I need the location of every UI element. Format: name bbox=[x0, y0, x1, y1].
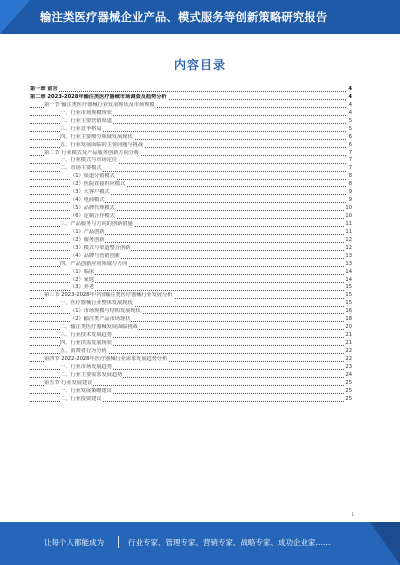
table-of-contents bbox=[30, 86, 352, 404]
toc-entry-page: 25 bbox=[345, 395, 352, 402]
toc-entry-page: 23 bbox=[345, 363, 352, 370]
toc-entry-page: 13 bbox=[345, 252, 352, 259]
toc-entry[interactable] bbox=[30, 165, 352, 173]
footer-slogan-left: 让每个人都能成为 bbox=[44, 538, 104, 547]
toc-entry-label: 第四节 2022-2028年医疗器械行业需求发展趋势分析 bbox=[44, 355, 168, 362]
toc-entry-label: 第五节 行业发展建议 bbox=[44, 379, 93, 386]
toc-entry[interactable] bbox=[30, 150, 352, 158]
footer-accent-triangle bbox=[370, 522, 400, 565]
toc-entry[interactable] bbox=[30, 94, 352, 102]
toc-entry-label: 二、行业主要营销渠道 bbox=[60, 117, 112, 124]
toc-entry-page: 8 bbox=[348, 181, 352, 188]
toc-entry-label: （5）品牌代理模式 bbox=[70, 205, 115, 212]
toc-entry[interactable] bbox=[30, 157, 352, 165]
toc-entry[interactable] bbox=[30, 396, 352, 404]
toc-entry[interactable] bbox=[30, 284, 352, 292]
toc-entry-page: 14 bbox=[345, 268, 352, 275]
header-accent-triangle bbox=[0, 0, 30, 34]
toc-entry-label: 二、市场主要模式 bbox=[60, 165, 102, 172]
toc-entry-label: 一、行业市场规模现状 bbox=[60, 109, 112, 116]
toc-entry[interactable] bbox=[30, 197, 352, 205]
toc-entry-label: （2）医院直接供应模式 bbox=[70, 181, 126, 188]
toc-entry[interactable] bbox=[30, 300, 352, 308]
toc-entry-label: 三、行业技术发展趋势 bbox=[60, 332, 112, 339]
toc-entry-label: （1）市场规模与结构发展现状 bbox=[70, 308, 141, 315]
toc-entry-label: 一、行业模式与市场定位 bbox=[60, 157, 118, 164]
toc-leader-dots bbox=[30, 91, 346, 92]
toc-entry[interactable] bbox=[30, 269, 352, 277]
toc-entry-page: 6 bbox=[348, 133, 352, 140]
toc-entry-page: 7 bbox=[348, 157, 352, 164]
toc-entry-page: 16 bbox=[345, 308, 352, 315]
toc-entry[interactable] bbox=[30, 213, 352, 221]
toc-entry[interactable] bbox=[30, 86, 352, 94]
toc-entry-page: 24 bbox=[345, 371, 352, 378]
footer-slogan-right: 行业专家、管理专家、营销专家、战略专家、成功企业家…… bbox=[128, 538, 331, 547]
toc-entry-label: 三、行业竞争格局 bbox=[60, 125, 102, 132]
toc-entry-label: （1）临床 bbox=[70, 268, 95, 275]
toc-entry-label: 二、输注类医疗器械发展面临挑战 bbox=[60, 324, 138, 331]
toc-entry-label: （2）服务创新 bbox=[70, 236, 105, 243]
toc-entry-label: 五、行业发展面临的主要问题与挑战 bbox=[60, 141, 144, 148]
toc-entry-label: 五、消费者行为分析 bbox=[60, 347, 107, 354]
toc-entry[interactable] bbox=[30, 102, 352, 110]
toc-entry[interactable] bbox=[30, 364, 352, 372]
toc-entry[interactable] bbox=[30, 340, 352, 348]
toc-entry-page: 15 bbox=[345, 292, 352, 299]
toc-entry-label: （4）电商模式 bbox=[70, 197, 105, 204]
toc-entry-page: 8 bbox=[348, 173, 352, 180]
toc-entry-label: 第二章 2023-2028年输注类医疗器械市场调查及趋势分析 bbox=[30, 93, 167, 100]
toc-entry-label: （2）输注类产品市场现状 bbox=[70, 316, 131, 323]
toc-entry[interactable] bbox=[30, 237, 352, 245]
toc-entry[interactable] bbox=[30, 173, 352, 181]
toc-entry-label: 三、产品服务与方向的创新措施 bbox=[60, 220, 133, 227]
toc-entry-label: 一、行业发展策略建议 bbox=[60, 387, 112, 394]
toc-entry[interactable] bbox=[30, 388, 352, 396]
toc-entry[interactable] bbox=[30, 261, 352, 269]
toc-entry-label: 第二节 行业模式及产品服务创新方向分析 bbox=[44, 149, 140, 156]
toc-entry-page: 7 bbox=[348, 149, 352, 156]
toc-entry[interactable] bbox=[30, 380, 352, 388]
toc-entry[interactable] bbox=[30, 245, 352, 253]
toc-entry[interactable] bbox=[30, 332, 352, 340]
toc-entry-page: 18 bbox=[345, 316, 352, 323]
toc-entry-label: 四、产品创新应用领域与方向 bbox=[60, 260, 128, 267]
toc-entry-label: 四、行业主要细分领域发展现状 bbox=[60, 133, 133, 140]
toc-entry-label: 第一节 输注类医疗器械行业发展现状及市场规模 bbox=[44, 101, 155, 108]
toc-entry-page: 13 bbox=[345, 260, 352, 267]
toc-entry[interactable] bbox=[30, 126, 352, 134]
toc-entry-page: 7 bbox=[348, 165, 352, 172]
toc-heading: 内容目录 bbox=[173, 58, 226, 72]
toc-entry-label: （2）家庭 bbox=[70, 276, 95, 283]
toc-entry-page: 22 bbox=[345, 355, 352, 362]
toc-entry-page: 5 bbox=[348, 117, 352, 124]
toc-entry[interactable] bbox=[30, 142, 352, 150]
toc-entry-page: 15 bbox=[345, 300, 352, 307]
toc-entry-label: （3）养老 bbox=[70, 284, 95, 291]
toc-entry[interactable] bbox=[30, 118, 352, 126]
toc-entry-page: 10 bbox=[345, 213, 352, 219]
toc-entry[interactable] bbox=[30, 229, 352, 237]
toc-entry-page: 4 bbox=[348, 109, 352, 116]
toc-entry-page: 9 bbox=[348, 189, 352, 196]
toc-entry-page: 5 bbox=[348, 125, 352, 132]
toc-entry[interactable] bbox=[30, 324, 352, 332]
toc-entry-page: 15 bbox=[345, 284, 352, 291]
toc-entry[interactable] bbox=[30, 356, 352, 364]
toc-entry[interactable] bbox=[30, 277, 352, 285]
toc-entry-label: （3）大客户模式 bbox=[70, 189, 110, 196]
toc-entry[interactable] bbox=[30, 316, 352, 324]
toc-entry-page: 11 bbox=[345, 228, 352, 235]
toc-entry[interactable] bbox=[30, 292, 352, 300]
toc-entry[interactable] bbox=[30, 181, 352, 189]
toc-entry-page: 4 bbox=[348, 86, 352, 92]
toc-entry[interactable] bbox=[30, 372, 352, 380]
toc-entry-page: 12 bbox=[345, 236, 352, 243]
toc-entry-label: 第三节 2023-2028年中国输注类医疗器械行业发展分析 bbox=[44, 292, 173, 299]
toc-entry-page: 6 bbox=[348, 141, 352, 148]
toc-entry-label: 一、医疗器械行业整体发展现状 bbox=[60, 300, 133, 307]
toc-entry-label: 一、行业市场发展趋势 bbox=[60, 363, 112, 370]
toc-entry-page: 11 bbox=[345, 220, 352, 227]
toc-entry-page: 9 bbox=[348, 197, 352, 204]
toc-entry-page: 10 bbox=[345, 205, 352, 212]
toc-entry[interactable] bbox=[30, 308, 352, 316]
toc-entry-page: 22 bbox=[345, 347, 352, 354]
toc-entry[interactable] bbox=[30, 110, 352, 118]
toc-entry-label: 第一章 前言 bbox=[30, 86, 58, 92]
toc-entry-label: （6）定制合作模式 bbox=[70, 213, 115, 219]
toc-entry-page: 25 bbox=[345, 379, 352, 386]
footer-divider bbox=[118, 536, 119, 548]
toc-entry-label: 二、行业投资建议 bbox=[60, 395, 102, 402]
toc-entry-page: 4 bbox=[348, 101, 352, 108]
toc-entry-label: （3）模式与渠道整合创新 bbox=[70, 244, 131, 251]
toc-entry-page: 14 bbox=[345, 276, 352, 283]
toc-entry-page: 4 bbox=[348, 93, 352, 100]
toc-entry-label: （1）渠道分销模式 bbox=[70, 173, 115, 180]
toc-entry[interactable] bbox=[30, 221, 352, 229]
toc-entry-page: 21 bbox=[345, 340, 352, 346]
toc-entry-label: （1）产品创新 bbox=[70, 228, 105, 235]
toc-entry-label: （4）品牌与营销创新 bbox=[70, 252, 120, 259]
toc-entry-page: 21 bbox=[345, 332, 352, 339]
toc-entry[interactable] bbox=[30, 205, 352, 213]
toc-entry[interactable] bbox=[30, 134, 352, 142]
toc-entry-page: 20 bbox=[345, 324, 352, 331]
toc-entry-label: 二、行业主要需求发展趋势 bbox=[60, 371, 123, 378]
toc-entry[interactable] bbox=[30, 189, 352, 197]
toc-entry[interactable] bbox=[30, 348, 352, 356]
toc-entry[interactable] bbox=[30, 253, 352, 261]
report-title: 输注类医疗器械企业产品、模式服务等创新策略研究报告 bbox=[40, 11, 328, 24]
toc-entry-page: 12 bbox=[345, 244, 352, 251]
toc-entry-page: 25 bbox=[345, 387, 352, 394]
toc-entry-label: 四、行业供需发展现状 bbox=[60, 340, 112, 346]
page-number: 1 bbox=[351, 512, 354, 517]
